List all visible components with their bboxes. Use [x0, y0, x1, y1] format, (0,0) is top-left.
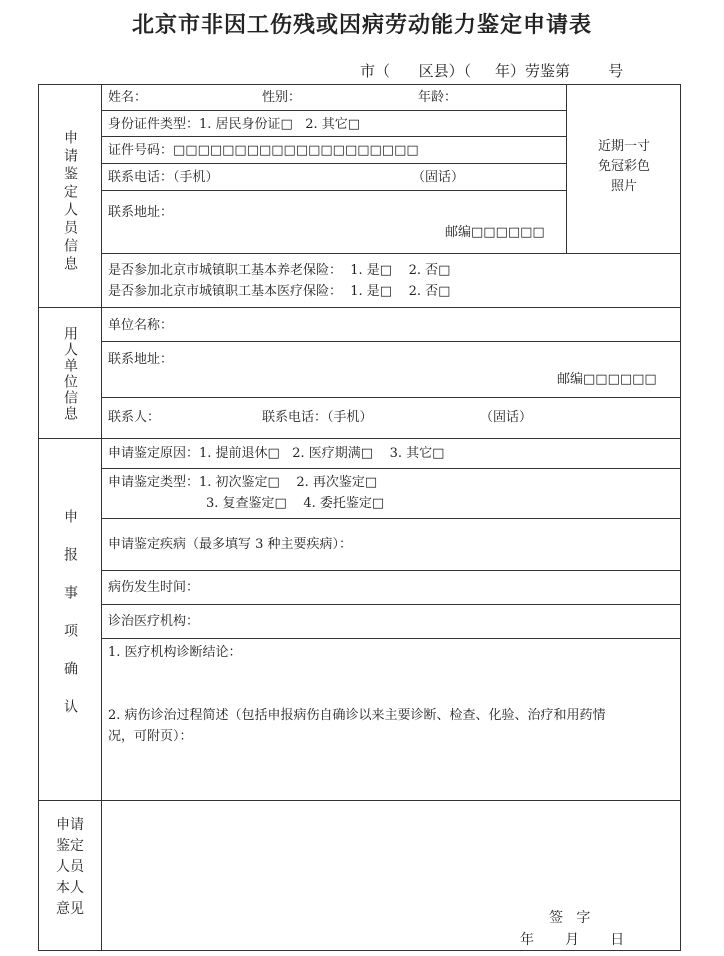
photo-column-divider: [566, 84, 567, 253]
age-field[interactable]: 年龄：: [418, 90, 458, 105]
disease-field[interactable]: 申请鉴定疾病（最多填写 3 种主要疾病）：: [108, 537, 353, 552]
section-declaration-label: 申报事项确认: [62, 509, 78, 737]
unit-contact-field[interactable]: 联系人：: [108, 410, 161, 425]
process-field-line1[interactable]: 2. 病伤诊治过程简述（包括申报病伤自确诊以来主要诊断、检查、化验、治疗和用药情: [108, 708, 606, 723]
photo-text-line1: 近期一寸: [597, 139, 650, 154]
gender-field[interactable]: 性别：: [262, 90, 302, 105]
photo-text-line2: 免冠彩色: [597, 159, 650, 174]
photo-placeholder: [568, 137, 680, 197]
phone-mobile-field[interactable]: 联系电话：（手机）: [108, 170, 219, 185]
address-field[interactable]: 联系地址：: [108, 205, 174, 220]
signature-field[interactable]: 签 字: [549, 910, 591, 926]
medical-insurance-field[interactable]: 是否参加北京市城镇职工基本医疗保险： 1. 是□ 2. 否□: [108, 284, 451, 299]
document-number-line: 市（ 区县）（ 年）劳鉴第 号: [360, 62, 624, 80]
opinion-label-line2: 鉴定: [56, 838, 84, 854]
unit-name-field[interactable]: 单位名称：: [108, 318, 174, 333]
postcode-field[interactable]: 邮编□□□□□□: [445, 225, 545, 240]
diagnosis-field[interactable]: 1. 医疗机构诊断结论：: [108, 645, 242, 660]
unit-postcode-field[interactable]: 邮编□□□□□□: [557, 372, 657, 387]
id-type-field[interactable]: 身份证件类型：1. 居民身份证□ 2. 其它□: [108, 117, 361, 132]
unit-phone-mobile-field[interactable]: 联系电话：（手机）: [262, 410, 373, 425]
date-field[interactable]: 年 月 日: [520, 932, 625, 948]
unit-address-field[interactable]: 联系地址：: [108, 352, 174, 367]
reason-field[interactable]: 申请鉴定原因：1. 提前退休□ 2. 医疗期满□ 3. 其它□: [108, 446, 445, 461]
section-applicant-info-label: 申请鉴定人员信息: [62, 130, 78, 274]
opinion-label-line3: 人员: [56, 859, 84, 875]
opinion-label-line1: 申请: [56, 817, 84, 833]
type-field-line2[interactable]: 3. 复查鉴定□ 4. 委托鉴定□: [206, 496, 385, 511]
unit-phone-landline-field[interactable]: （固话）: [480, 410, 533, 425]
phone-landline-field[interactable]: （固话）: [412, 170, 465, 185]
section-applicant-opinion-label: [52, 815, 88, 920]
process-field-line2[interactable]: 况，可附页）：: [108, 729, 193, 744]
photo-text-line3: 照片: [610, 179, 637, 194]
id-number-field[interactable]: 证件号码：□□□□□□□□□□□□□□□□□□□□: [108, 143, 419, 158]
section-employer-info-label: 用人单位信息: [62, 326, 78, 422]
onset-time-field[interactable]: 病伤发生时间：: [108, 580, 200, 595]
name-field[interactable]: 姓名：: [108, 90, 148, 105]
opinion-label-line4: 本人: [56, 880, 84, 896]
opinion-label-line5: 意见: [56, 901, 84, 917]
page-title: 北京市非因工伤残或因病劳动能力鉴定申请表: [131, 13, 592, 38]
pension-insurance-field[interactable]: 是否参加北京市城镇职工基本养老保险： 1. 是□ 2. 否□: [108, 263, 451, 278]
type-field-line1[interactable]: 申请鉴定类型：1. 初次鉴定□ 2. 再次鉴定□: [108, 475, 378, 490]
institution-field[interactable]: 诊治医疗机构：: [108, 614, 200, 629]
